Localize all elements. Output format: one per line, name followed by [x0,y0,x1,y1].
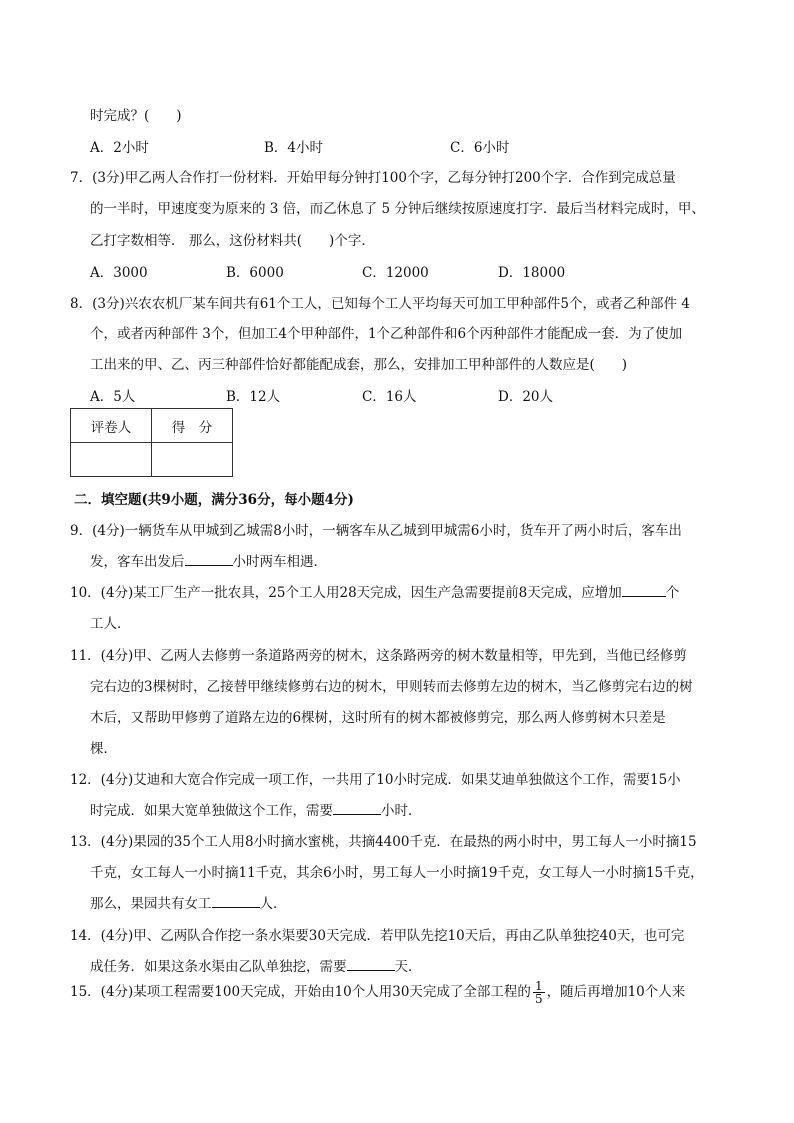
q14-line-2 [90,955,422,975]
q13-line-1: 13．(4分)果园的35个工人用8小时摘水蜜桃，共摘4400千克．在最热的两小时中，男工每人一小时摘15 [70,834,697,850]
score-table [70,408,233,477]
q7-option-b: B．6000 [226,265,284,281]
q13-answer-blank[interactable] [212,893,260,908]
score-cell [152,443,233,477]
q13-text-a: 那么，果园共有女工 [90,896,212,912]
q12-line-2 [90,799,422,819]
grader-cell [71,443,152,477]
q11-line-1: 11．(4分)甲、乙两人去修剪一条道路两旁的树木，这条路两旁的树木数量相等，甲先到，当他已经修剪 [70,648,687,664]
q8-option-b: B．12人 [226,389,281,405]
q6-option-b: B．4小时 [264,140,324,156]
q14-text-b: 天． [394,959,422,975]
fraction-denominator: 5 [534,992,543,1006]
q13-text-b: 人． [259,896,287,912]
q8-option-a: A．5人 [90,389,136,405]
q15-text-a: 15．(4分)某项工程需要100天完成，开始由10个人用30天完成了全部工程的 [70,984,531,1000]
q8-line-2: 个，或者丙种部件 3个，但加工4个甲种部件，1个乙种部件和6个丙种部件才能配成一套．为了使加 [90,326,683,342]
grader-header: 评卷人 [71,409,152,443]
q15-line-1 [70,980,685,1005]
q12-text-a: 时完成．如果大宽单独做这个工作，需要 [90,803,333,819]
q14-answer-blank[interactable] [347,956,395,971]
q9-text-a: 发，客车出发后 [90,554,185,570]
q13-line-2: 千克，女工每人一小时摘11千克，其余6小时，男工每人一小时摘19千克，女工每人一小时摘15千克， [90,865,704,881]
q6-tail: 时完成？( ) [90,108,182,124]
q10-answer-blank[interactable] [622,582,666,597]
q14-text-a: 成任务．如果这条水渠由乙队单独挖，需要 [90,959,347,975]
score-header: 得 分 [152,409,233,443]
q6-option-c: C．6小时 [450,140,510,156]
q7-option-c: C．12000 [362,265,429,281]
q15-fraction [533,980,545,1005]
q8-line-3: 工出来的甲、乙、丙三种部件恰好都能配成套，那么，安排加工甲种部件的人数应是( ) [90,357,628,373]
q6-option-a: A．2小时 [90,140,149,156]
q8-option-d: D．20人 [498,389,554,405]
q7-line-2: 的一半时，甲速度变为原来的 3 倍，而乙休息了 5 分钟后继续按原速度打字．最后当材料完成时，甲、 [90,201,705,217]
q13-line-3 [90,892,287,912]
q9-text-b: 小时两车相遇． [232,554,327,570]
q12-text-b: 小时． [381,803,422,819]
fraction-numerator: 1 [534,979,543,993]
q10-line-1 [70,581,679,601]
q10-line-2: 工人． [90,616,131,632]
q8-line-1: 8．(3分)兴农农机厂某车间共有61个工人，已知每个工人平均每天可加工甲种部件5个，或者乙种部件 4 [70,296,690,312]
q11-line-3: 木后，又帮助甲修剪了道路左边的6棵树，这时所有的树木都被修剪完，那么两人修剪树木只差是 [90,710,666,726]
q12-line-1: 12．(4分)艾迪和大宽合作完成一项工作，一共用了10小时完成．如果艾迪单独做这个工作，需要15小 [70,772,681,788]
q11-line-2: 完右边的3棵树时，乙接替甲继续修剪右边的树木，甲则转而去修剪左边的树木，当乙修剪完右边的树 [90,679,693,695]
q9-line-1: 9．(4分)一辆货车从甲城到乙城需8小时，一辆客车从乙城到甲城需6小时，货车开了两小时后，客车出 [70,523,682,539]
q9-answer-blank[interactable] [185,551,233,566]
q7-option-a: A．3000 [90,265,148,281]
q10-text-b: 个 [665,585,680,601]
section-heading: 二．填空题(共9小题，满分36分，每小题4分) [74,492,354,508]
q9-line-2 [90,550,327,570]
q7-line-3: 乙打字数相等． 那么，这份材料共( )个字． [90,233,375,249]
q10-text-a: 10．(4分)某工厂生产一批农具，25个工人用28天完成，因生产急需要提前8天完成，应增加 [70,585,622,601]
q11-line-4: 棵． [90,741,117,757]
q12-answer-blank[interactable] [333,800,381,815]
q14-line-1: 14．(4分)甲、乙两队合作挖一条水渠要30天完成．若甲队先挖10天后，再由乙队单独挖40天，也可完 [70,928,685,944]
q7-line-1: 7．(3分)甲乙两人合作打一份材料．开始甲每分钟打100个字，乙每分钟打200个字．合作到完成总量 [70,170,676,186]
q7-option-d: D．18000 [498,265,566,281]
q15-text-b: ，随后再增加10个人来 [546,984,686,1000]
q8-option-c: C．16人 [362,389,417,405]
